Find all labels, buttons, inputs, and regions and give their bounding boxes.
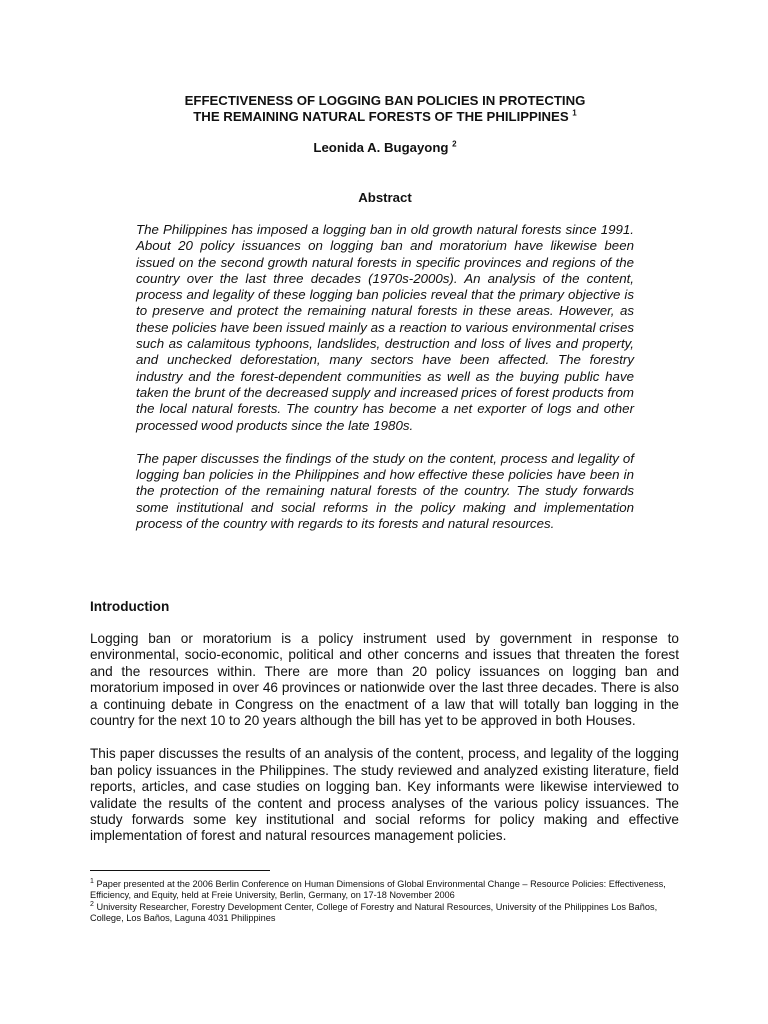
introduction-paragraph: Logging ban or moratorium is a policy instrument used by government in response to environmental, socio-economic, political and other concerns and issues that threaten the forest and the resources within. There are more than 20 policy issuances on logging ban and moratorium imposed in over 46 provinces or nationwide over the last three decades. There is also a continuing debate in Congress on the enactment of a law that will totally ban logging in the country for the next 10 to 20 years although the bill has yet to be approved in both Houses. (90, 631, 679, 729)
footnotes (90, 879, 680, 924)
footnote-separator (90, 870, 270, 871)
footnote-1 (90, 879, 680, 902)
footnote-2 (90, 902, 680, 925)
footnote-1-text: Paper presented at the 2006 Berlin Conference on Human Dimensions of Global Environmental Change – Resource Policies: Effectiveness, Efficiency, and Equity, held at Freie University, Berlin, Germany, on 17-18 November 2006 (90, 879, 666, 901)
author-name: Leonida A. Bugayong (313, 140, 449, 155)
footnote-2-mark: 2 (90, 900, 94, 908)
abstract-heading: Abstract (358, 190, 412, 205)
abstract-paragraph: The paper discusses the findings of the study on the content, process and legality of logging ban policies in the Philippines and how effective these policies have been in the protection of the remaining natural forests of the country. The study forwards some institutional and social reforms in the policy making and implementation process of the country with regards to its forests and natural resources. (136, 450, 634, 532)
footnote-1-mark: 1 (90, 877, 94, 885)
abstract-paragraph: The Philippines has imposed a logging ban in old growth natural forests since 1991. About 20 policy issuances on logging ban and moratorium have likewise been issued on the second growth natural forests in specific provinces and regions of the country over the last three decades (1970s-2000s). An analysis of the content, process and legality of these logging ban policies reveal that the primary objective is to preserve and protect the remaining natural forests in these areas. However, as these policies have been issued mainly as a reaction to various environmental crises such as calamitous typhoons, landslides, destruction and loss of lives and property, and unchecked deforestation, many sectors have been affected. The forestry industry and the forest-dependent communities as well as the buying public have taken the brunt of the decreased supply and increased prices of forest products from the local natural forests. The country has become a net exporter of logs and other processed wood products since the late 1980s. (136, 222, 634, 433)
title-line-1: EFFECTIVENESS OF LOGGING BAN POLICIES IN PROTECTING (184, 93, 586, 108)
title-line-2-text: THE REMAINING NATURAL FORESTS OF THE PHILIPPINES (193, 109, 569, 124)
author-footnote-ref[interactable]: 2 (452, 139, 457, 149)
title-line-2 (90, 109, 680, 125)
introduction-heading: Introduction (90, 599, 170, 614)
introduction-body (90, 631, 679, 862)
introduction-paragraph: This paper discusses the results of an analysis of the content, process, and legality of the logging ban policy issuances in the Philippines. The study reviewed and analyzed existing literature, field reports, articles, and case studies on logging ban. Key informants were likewise interviewed to validate the results of the content and process analyses of the various policy issuances. The study forwards some key institutional and social reforms for policy making and effective implementation of forest and natural resources management policies. (90, 746, 679, 844)
footnote-2-text: University Researcher, Forestry Development Center, College of Forestry and Natural Resources, University of the Philippines Los Baños, College, Los Baños, Laguna 4031 Philippines (90, 901, 658, 923)
title-footnote-ref[interactable]: 1 (572, 108, 577, 118)
abstract-body (136, 222, 634, 549)
author-line (90, 140, 680, 155)
paper-title (90, 93, 680, 125)
